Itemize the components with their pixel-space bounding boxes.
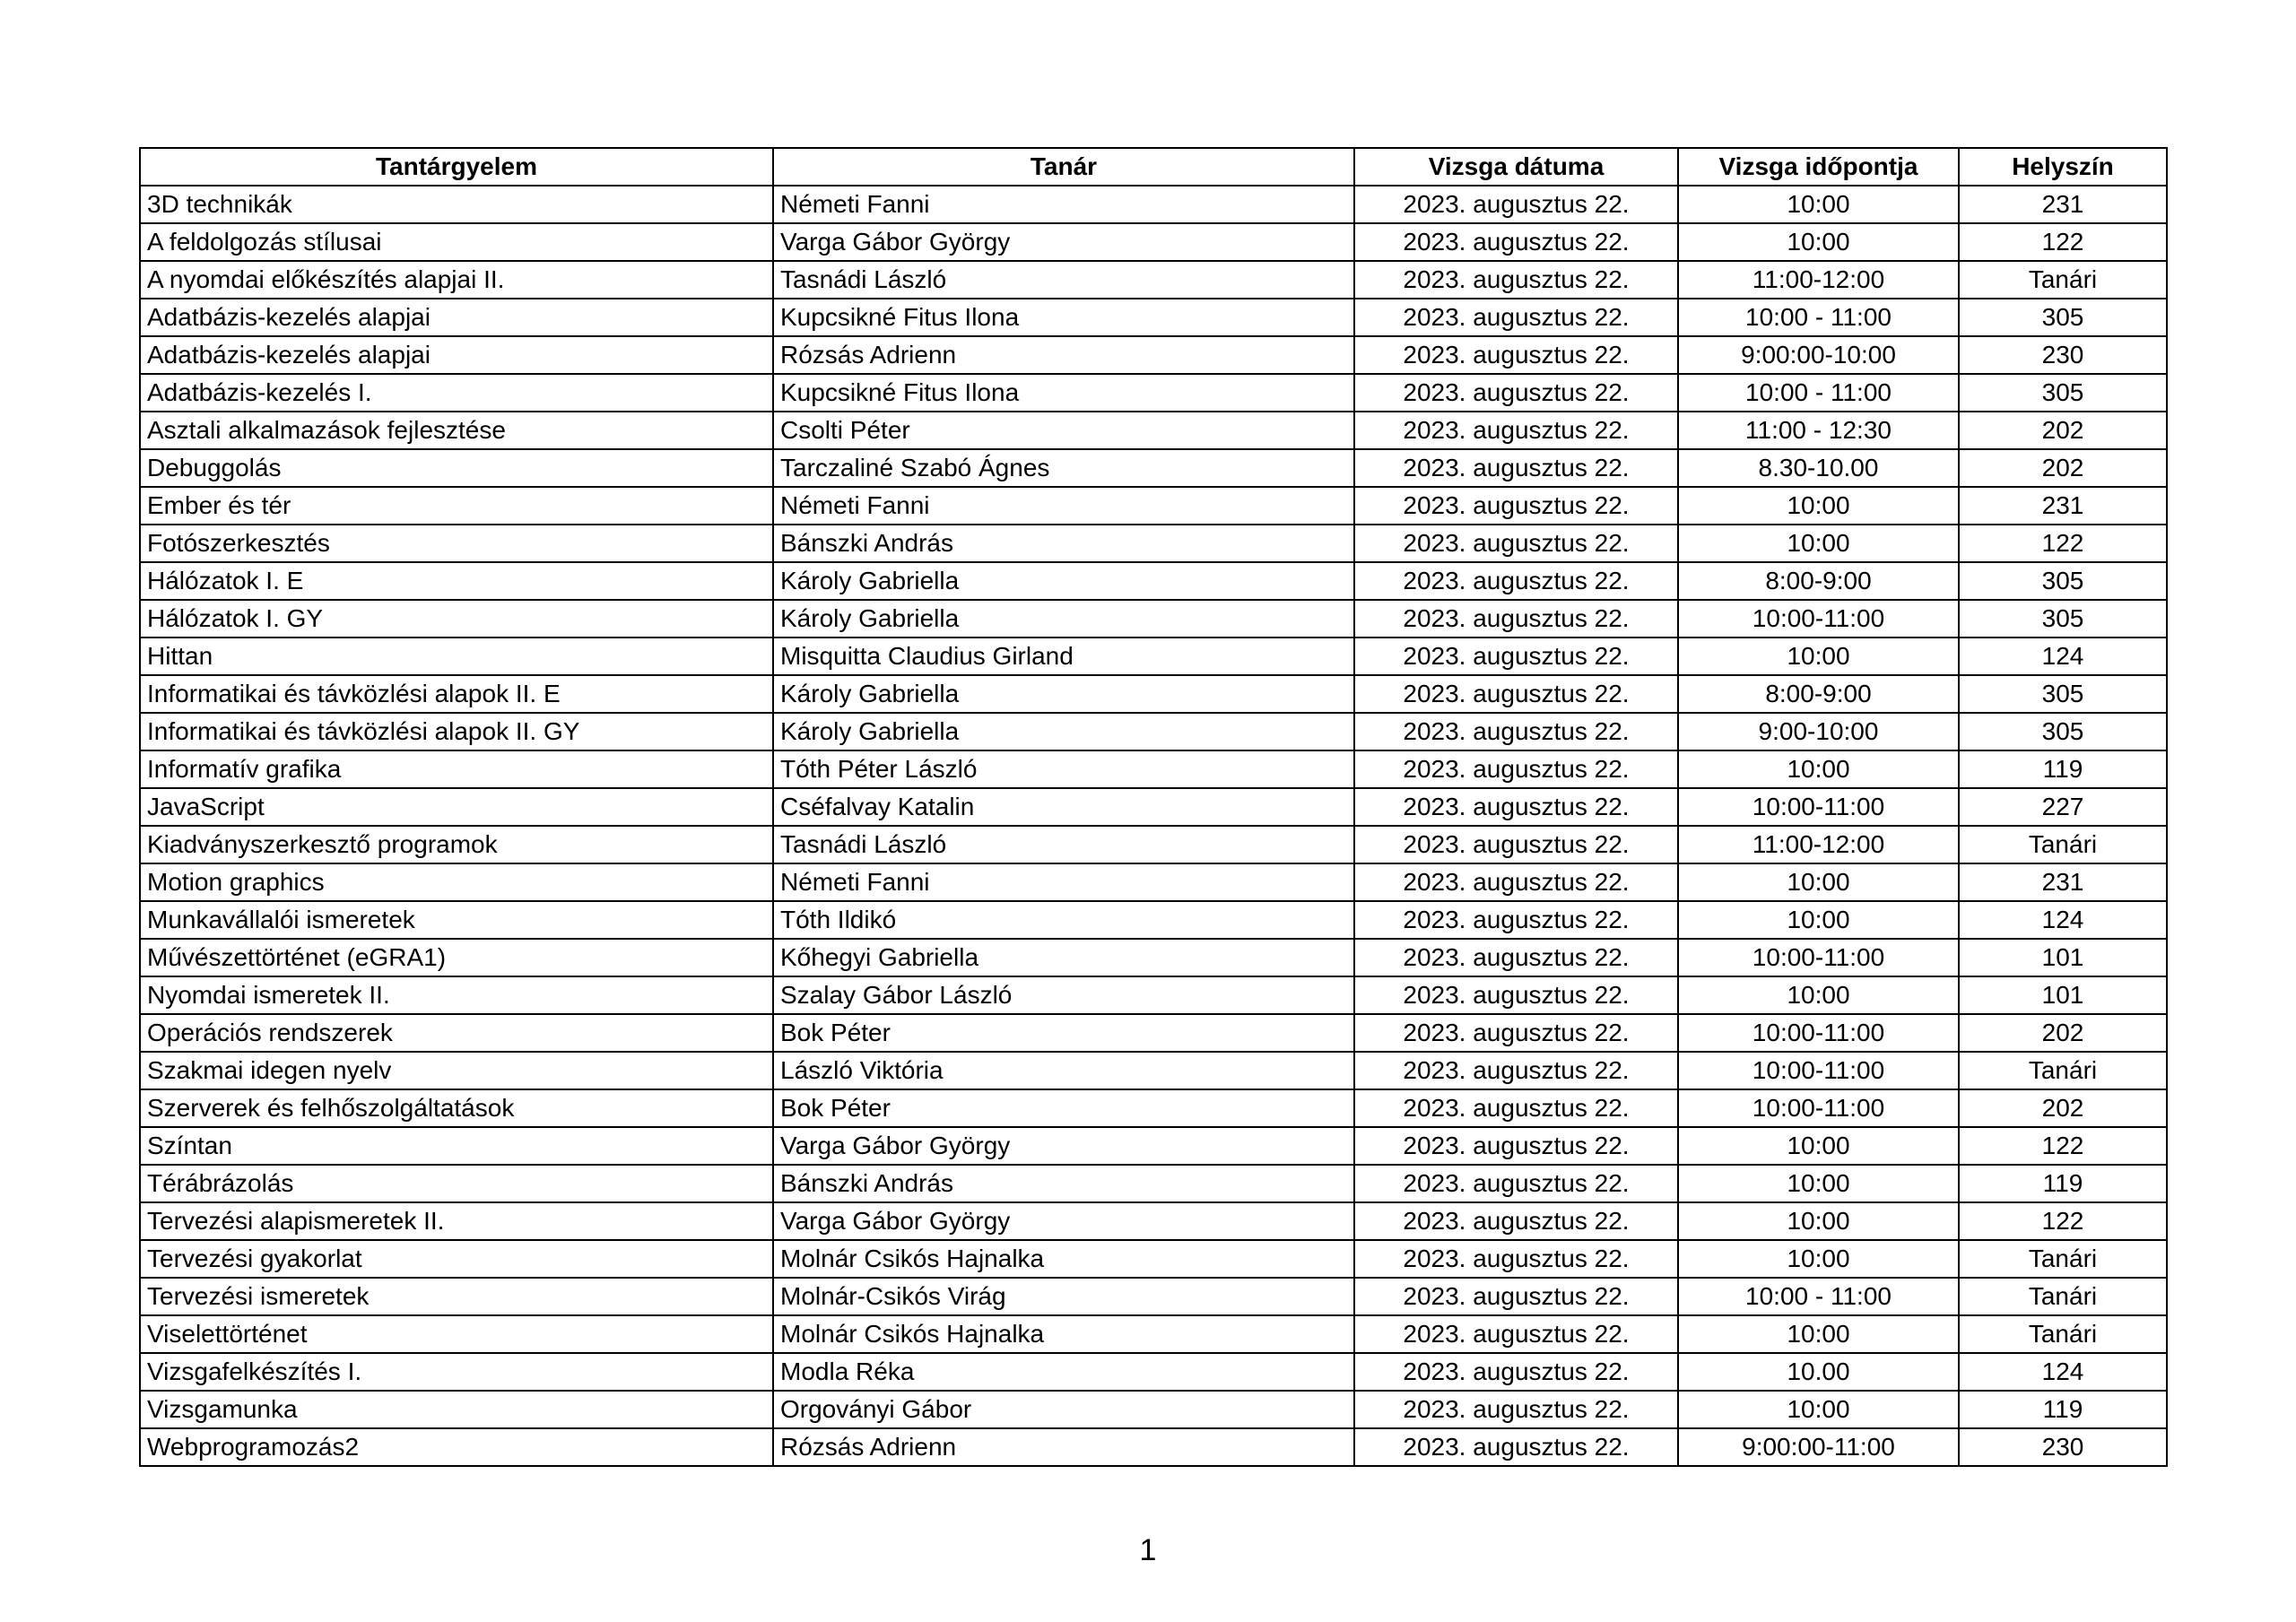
exam-date-cell: 2023. augusztus 22. xyxy=(1354,863,1678,901)
exam-time-cell: 10:00 xyxy=(1678,1127,1959,1165)
exam-time-cell: 11:00 - 12:30 xyxy=(1678,412,1959,449)
table-row xyxy=(140,675,2167,713)
exam-time-cell: 10:00-11:00 xyxy=(1678,600,1959,638)
table-row xyxy=(140,600,2167,638)
exam-time-cell: 10:00 - 11:00 xyxy=(1678,374,1959,412)
exam-time-cell: 10:00 xyxy=(1678,1315,1959,1353)
subject-cell: Fotószerkesztés xyxy=(140,525,773,562)
exam-time-cell: 9:00:00-10:00 xyxy=(1678,336,1959,374)
exam-time-cell: 10:00 xyxy=(1678,1240,1959,1278)
exam-date-cell: 2023. augusztus 22. xyxy=(1354,750,1678,788)
exam-date-cell: 2023. augusztus 22. xyxy=(1354,223,1678,261)
table-row xyxy=(140,1278,2167,1315)
exam-time-cell: 10:00 xyxy=(1678,487,1959,525)
table-row xyxy=(140,750,2167,788)
teacher-cell: Molnár-Csikós Virág xyxy=(773,1278,1354,1315)
exam-date-cell: 2023. augusztus 22. xyxy=(1354,976,1678,1014)
table-row xyxy=(140,186,2167,223)
exam-time-cell: 10:00 - 11:00 xyxy=(1678,299,1959,336)
location-cell: 230 xyxy=(1959,336,2167,374)
table-row xyxy=(140,374,2167,412)
location-cell: 124 xyxy=(1959,901,2167,939)
exam-date-cell: 2023. augusztus 22. xyxy=(1354,713,1678,750)
exam-time-cell: 11:00-12:00 xyxy=(1678,826,1959,863)
location-cell: Tanári xyxy=(1959,1052,2167,1089)
exam-time-cell: 10:00 xyxy=(1678,638,1959,675)
teacher-cell: Modla Réka xyxy=(773,1353,1354,1391)
exam-time-cell: 10:00-11:00 xyxy=(1678,1052,1959,1089)
location-cell: 124 xyxy=(1959,1353,2167,1391)
subject-cell: Viselettörténet xyxy=(140,1315,773,1353)
subject-cell: Informatikai és távközlési alapok II. GY xyxy=(140,713,773,750)
subject-cell: Debuggolás xyxy=(140,449,773,487)
exam-date-cell: 2023. augusztus 22. xyxy=(1354,1202,1678,1240)
exam-time-cell: 10:00 xyxy=(1678,1165,1959,1202)
subject-cell: A feldolgozás stílusai xyxy=(140,223,773,261)
teacher-cell: Molnár Csikós Hajnalka xyxy=(773,1240,1354,1278)
subject-cell: Motion graphics xyxy=(140,863,773,901)
teacher-cell: Orgoványi Gábor xyxy=(773,1391,1354,1428)
header-exam-date: Vizsga dátuma xyxy=(1354,148,1678,186)
teacher-cell: Bok Péter xyxy=(773,1089,1354,1127)
table-row xyxy=(140,638,2167,675)
teacher-cell: Csolti Péter xyxy=(773,412,1354,449)
exam-time-cell: 10:00 xyxy=(1678,750,1959,788)
teacher-cell: Németi Fanni xyxy=(773,487,1354,525)
table-row xyxy=(140,1353,2167,1391)
subject-cell: Informatikai és távközlési alapok II. E xyxy=(140,675,773,713)
header-exam-time: Vizsga időpontja xyxy=(1678,148,1959,186)
subject-cell: Színtan xyxy=(140,1127,773,1165)
location-cell: 122 xyxy=(1959,525,2167,562)
location-cell: 305 xyxy=(1959,299,2167,336)
exam-date-cell: 2023. augusztus 22. xyxy=(1354,1278,1678,1315)
table-row xyxy=(140,1127,2167,1165)
subject-cell: Tervezési ismeretek xyxy=(140,1278,773,1315)
subject-cell: Vizsgafelkészítés I. xyxy=(140,1353,773,1391)
table-row xyxy=(140,1315,2167,1353)
exam-date-cell: 2023. augusztus 22. xyxy=(1354,299,1678,336)
table-row xyxy=(140,901,2167,939)
header-subject: Tantárgyelem xyxy=(140,148,773,186)
subject-cell: Operációs rendszerek xyxy=(140,1014,773,1052)
teacher-cell: Tóth Péter László xyxy=(773,750,1354,788)
location-cell: 227 xyxy=(1959,788,2167,826)
table-row xyxy=(140,863,2167,901)
subject-cell: Művészettörténet (eGRA1) xyxy=(140,939,773,976)
exam-date-cell: 2023. augusztus 22. xyxy=(1354,374,1678,412)
location-cell: 119 xyxy=(1959,1165,2167,1202)
location-cell: Tanári xyxy=(1959,261,2167,299)
exam-date-cell: 2023. augusztus 22. xyxy=(1354,939,1678,976)
exam-date-cell: 2023. augusztus 22. xyxy=(1354,1353,1678,1391)
teacher-cell: Bánszki András xyxy=(773,525,1354,562)
exam-date-cell: 2023. augusztus 22. xyxy=(1354,412,1678,449)
table-row xyxy=(140,713,2167,750)
subject-cell: 3D technikák xyxy=(140,186,773,223)
teacher-cell: Varga Gábor György xyxy=(773,223,1354,261)
table-row xyxy=(140,788,2167,826)
exam-date-cell: 2023. augusztus 22. xyxy=(1354,562,1678,600)
exam-date-cell: 2023. augusztus 22. xyxy=(1354,788,1678,826)
exam-date-cell: 2023. augusztus 22. xyxy=(1354,261,1678,299)
exam-time-cell: 10:00 xyxy=(1678,223,1959,261)
subject-cell: Adatbázis-kezelés alapjai xyxy=(140,299,773,336)
teacher-cell: Károly Gabriella xyxy=(773,713,1354,750)
subject-cell: Hálózatok I. E xyxy=(140,562,773,600)
subject-cell: JavaScript xyxy=(140,788,773,826)
teacher-cell: Tóth Ildikó xyxy=(773,901,1354,939)
exam-time-cell: 10:00-11:00 xyxy=(1678,788,1959,826)
teacher-cell: Rózsás Adrienn xyxy=(773,336,1354,374)
subject-cell: Hittan xyxy=(140,638,773,675)
exam-date-cell: 2023. augusztus 22. xyxy=(1354,1391,1678,1428)
subject-cell: Munkavállalói ismeretek xyxy=(140,901,773,939)
teacher-cell: Tasnádi László xyxy=(773,261,1354,299)
subject-cell: Nyomdai ismeretek II. xyxy=(140,976,773,1014)
teacher-cell: Varga Gábor György xyxy=(773,1202,1354,1240)
exam-time-cell: 8.30-10.00 xyxy=(1678,449,1959,487)
subject-cell: A nyomdai előkészítés alapjai II. xyxy=(140,261,773,299)
exam-date-cell: 2023. augusztus 22. xyxy=(1354,1240,1678,1278)
table-row xyxy=(140,1165,2167,1202)
exam-date-cell: 2023. augusztus 22. xyxy=(1354,525,1678,562)
exam-time-cell: 10.00 xyxy=(1678,1353,1959,1391)
exam-time-cell: 10:00 - 11:00 xyxy=(1678,1278,1959,1315)
table-row xyxy=(140,223,2167,261)
subject-cell: Szerverek és felhőszolgáltatások xyxy=(140,1089,773,1127)
teacher-cell: Németi Fanni xyxy=(773,863,1354,901)
location-cell: Tanári xyxy=(1959,1278,2167,1315)
exam-date-cell: 2023. augusztus 22. xyxy=(1354,1014,1678,1052)
location-cell: 122 xyxy=(1959,1127,2167,1165)
teacher-cell: László Viktória xyxy=(773,1052,1354,1089)
location-cell: 202 xyxy=(1959,412,2167,449)
teacher-cell: Kupcsikné Fitus Ilona xyxy=(773,299,1354,336)
exam-date-cell: 2023. augusztus 22. xyxy=(1354,638,1678,675)
teacher-cell: Bok Péter xyxy=(773,1014,1354,1052)
location-cell: 202 xyxy=(1959,1089,2167,1127)
exam-time-cell: 8:00-9:00 xyxy=(1678,562,1959,600)
table-row xyxy=(140,412,2167,449)
exam-date-cell: 2023. augusztus 22. xyxy=(1354,1428,1678,1466)
exam-date-cell: 2023. augusztus 22. xyxy=(1354,487,1678,525)
table-body xyxy=(140,186,2167,1466)
exam-date-cell: 2023. augusztus 22. xyxy=(1354,1127,1678,1165)
location-cell: 305 xyxy=(1959,713,2167,750)
subject-cell: Szakmai idegen nyelv xyxy=(140,1052,773,1089)
location-cell: 119 xyxy=(1959,1391,2167,1428)
table-row xyxy=(140,525,2167,562)
location-cell: 305 xyxy=(1959,374,2167,412)
location-cell: Tanári xyxy=(1959,826,2167,863)
table-header-row xyxy=(140,148,2167,186)
subject-cell: Adatbázis-kezelés alapjai xyxy=(140,336,773,374)
exam-time-cell: 10:00 xyxy=(1678,1202,1959,1240)
exam-date-cell: 2023. augusztus 22. xyxy=(1354,1089,1678,1127)
table-row xyxy=(140,1391,2167,1428)
location-cell: 230 xyxy=(1959,1428,2167,1466)
location-cell: 202 xyxy=(1959,449,2167,487)
exam-time-cell: 9:00-10:00 xyxy=(1678,713,1959,750)
teacher-cell: Szalay Gábor László xyxy=(773,976,1354,1014)
table-row xyxy=(140,1014,2167,1052)
subject-cell: Adatbázis-kezelés I. xyxy=(140,374,773,412)
teacher-cell: Károly Gabriella xyxy=(773,562,1354,600)
subject-cell: Hálózatok I. GY xyxy=(140,600,773,638)
page-number: 1 xyxy=(1139,1533,1157,1567)
exam-time-cell: 10:00 xyxy=(1678,186,1959,223)
table-row xyxy=(140,826,2167,863)
table-row xyxy=(140,299,2167,336)
exam-time-cell: 10:00 xyxy=(1678,525,1959,562)
table-row xyxy=(140,1202,2167,1240)
exam-time-cell: 8:00-9:00 xyxy=(1678,675,1959,713)
location-cell: Tanári xyxy=(1959,1315,2167,1353)
location-cell: 119 xyxy=(1959,750,2167,788)
table-row xyxy=(140,1052,2167,1089)
subject-cell: Ember és tér xyxy=(140,487,773,525)
location-cell: 305 xyxy=(1959,675,2167,713)
exam-time-cell: 10:00-11:00 xyxy=(1678,1089,1959,1127)
exam-time-cell: 9:00:00-11:00 xyxy=(1678,1428,1959,1466)
header-location: Helyszín xyxy=(1959,148,2167,186)
exam-date-cell: 2023. augusztus 22. xyxy=(1354,336,1678,374)
teacher-cell: Bánszki András xyxy=(773,1165,1354,1202)
teacher-cell: Kőhegyi Gabriella xyxy=(773,939,1354,976)
table-row xyxy=(140,1089,2167,1127)
teacher-cell: Tasnádi László xyxy=(773,826,1354,863)
table-row xyxy=(140,487,2167,525)
teacher-cell: Cséfalvay Katalin xyxy=(773,788,1354,826)
exam-date-cell: 2023. augusztus 22. xyxy=(1354,449,1678,487)
exam-date-cell: 2023. augusztus 22. xyxy=(1354,1165,1678,1202)
teacher-cell: Németi Fanni xyxy=(773,186,1354,223)
teacher-cell: Kupcsikné Fitus Ilona xyxy=(773,374,1354,412)
exam-date-cell: 2023. augusztus 22. xyxy=(1354,675,1678,713)
subject-cell: Tervezési gyakorlat xyxy=(140,1240,773,1278)
exam-time-cell: 11:00-12:00 xyxy=(1678,261,1959,299)
exam-time-cell: 10:00-11:00 xyxy=(1678,1014,1959,1052)
table-row xyxy=(140,449,2167,487)
subject-cell: Vizsgamunka xyxy=(140,1391,773,1428)
location-cell: 122 xyxy=(1959,223,2167,261)
table-row xyxy=(140,562,2167,600)
location-cell: 305 xyxy=(1959,600,2167,638)
teacher-cell: Rózsás Adrienn xyxy=(773,1428,1354,1466)
table-row xyxy=(140,976,2167,1014)
exam-time-cell: 10:00 xyxy=(1678,976,1959,1014)
location-cell: 101 xyxy=(1959,976,2167,1014)
subject-cell: Kiadványszerkesztő programok xyxy=(140,826,773,863)
table-row xyxy=(140,261,2167,299)
table-row xyxy=(140,939,2167,976)
table-row xyxy=(140,1240,2167,1278)
teacher-cell: Károly Gabriella xyxy=(773,600,1354,638)
exam-time-cell: 10:00-11:00 xyxy=(1678,939,1959,976)
exam-date-cell: 2023. augusztus 22. xyxy=(1354,901,1678,939)
header-teacher: Tanár xyxy=(773,148,1354,186)
exam-date-cell: 2023. augusztus 22. xyxy=(1354,1052,1678,1089)
subject-cell: Tervezési alapismeretek II. xyxy=(140,1202,773,1240)
exam-date-cell: 2023. augusztus 22. xyxy=(1354,826,1678,863)
teacher-cell: Károly Gabriella xyxy=(773,675,1354,713)
location-cell: 231 xyxy=(1959,863,2167,901)
exam-date-cell: 2023. augusztus 22. xyxy=(1354,1315,1678,1353)
teacher-cell: Varga Gábor György xyxy=(773,1127,1354,1165)
exam-time-cell: 10:00 xyxy=(1678,863,1959,901)
exam-date-cell: 2023. augusztus 22. xyxy=(1354,186,1678,223)
location-cell: 231 xyxy=(1959,487,2167,525)
teacher-cell: Tarczaliné Szabó Ágnes xyxy=(773,449,1354,487)
location-cell: Tanári xyxy=(1959,1240,2167,1278)
exam-time-cell: 10:00 xyxy=(1678,1391,1959,1428)
teacher-cell: Misquitta Claudius Girland xyxy=(773,638,1354,675)
exam-date-cell: 2023. augusztus 22. xyxy=(1354,600,1678,638)
location-cell: 202 xyxy=(1959,1014,2167,1052)
table-row xyxy=(140,336,2167,374)
subject-cell: Asztali alkalmazások fejlesztése xyxy=(140,412,773,449)
location-cell: 101 xyxy=(1959,939,2167,976)
location-cell: 124 xyxy=(1959,638,2167,675)
subject-cell: Webprogramozás2 xyxy=(140,1428,773,1466)
location-cell: 305 xyxy=(1959,562,2167,600)
teacher-cell: Molnár Csikós Hajnalka xyxy=(773,1315,1354,1353)
table-row xyxy=(140,1428,2167,1466)
exam-time-cell: 10:00 xyxy=(1678,901,1959,939)
subject-cell: Informatív grafika xyxy=(140,750,773,788)
location-cell: 122 xyxy=(1959,1202,2167,1240)
location-cell: 231 xyxy=(1959,186,2167,223)
exam-schedule-table xyxy=(139,147,2168,1467)
subject-cell: Térábrázolás xyxy=(140,1165,773,1202)
